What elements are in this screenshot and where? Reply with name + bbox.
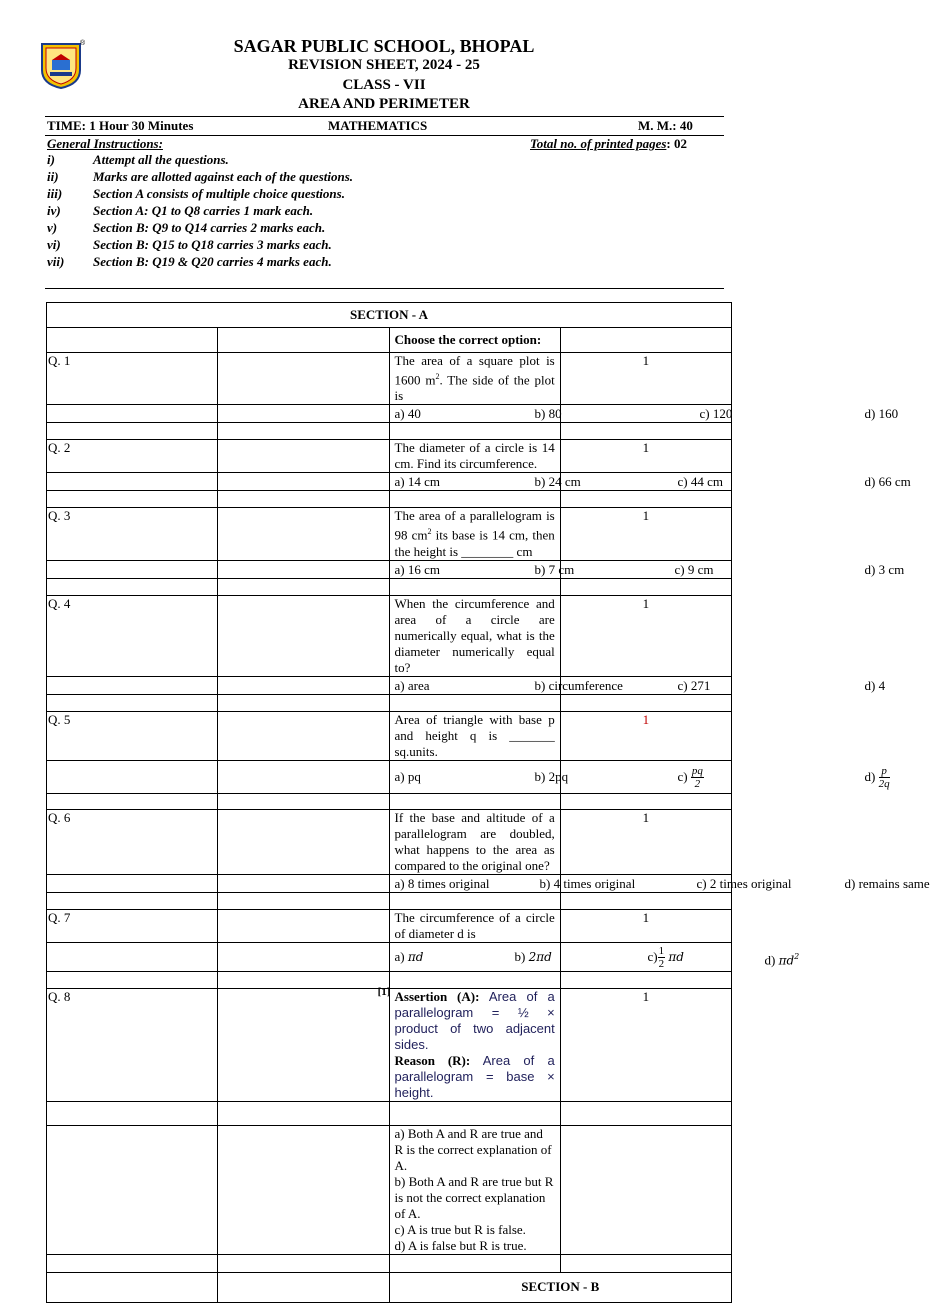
spacer-row [47, 892, 732, 909]
printed-pages [530, 136, 687, 152]
question-text: The circumference of a circle of diameter d is [394, 909, 555, 941]
option-a [395, 405, 421, 422]
option-c [648, 943, 684, 971]
fraction-numerator: pq [691, 765, 703, 778]
section-a-title: SECTION - A [47, 303, 732, 328]
question-number: Q. 8 [47, 988, 218, 1101]
school-name: SAGAR PUBLIC SCHOOL, BHOPAL [233, 36, 535, 56]
question-number: Q. 7 [47, 909, 218, 942]
question-marks: 1 [560, 353, 731, 405]
printed-pages-label: Total no. of printed pages [530, 136, 667, 151]
max-marks-label: M. M.: 40 [638, 118, 693, 133]
question-row [47, 440, 732, 473]
option-c: c) A is true but R is false. [394, 1221, 526, 1237]
option-b [515, 943, 552, 971]
option-b [535, 561, 575, 578]
options-row [47, 1125, 732, 1254]
math-expression: 2πd [528, 949, 552, 964]
sheet-title: REVISION SHEET, 2024 - 25 [288, 57, 480, 73]
option-label: a) pq [394, 768, 421, 784]
option-label: d) 4 [864, 677, 886, 693]
spacer-row [47, 423, 732, 440]
spacer-row [47, 1254, 732, 1272]
instruction-number: iv) [47, 203, 61, 218]
option-label: b) 7 cm [534, 561, 575, 577]
superscript: 2 [427, 527, 432, 537]
page-number: [1] [377, 986, 391, 998]
instructions-heading: General Instructions: [47, 136, 163, 151]
option-d: d) A is false but R is true. [394, 1237, 527, 1253]
question-table [46, 302, 930, 1303]
section-b-title: SECTION - B [389, 1272, 732, 1302]
section-a-subtitle: Choose the correct option: [389, 328, 560, 353]
instruction-number: vii) [47, 254, 65, 269]
option-label: c) [647, 948, 658, 964]
spacer-row [47, 578, 732, 595]
option-d [765, 943, 800, 974]
question-text: Area of triangle with base p and height q is _______ sq.units. [394, 711, 555, 759]
question-row [47, 988, 732, 1101]
option-d [865, 761, 890, 793]
option-b [535, 405, 562, 422]
question-text-cont: . The side of the plot is [394, 372, 555, 404]
time-label: TIME: 1 Hour 30 Minutes [47, 118, 194, 133]
topic-title: AREA AND PERIMETER [298, 96, 470, 112]
option-c [678, 761, 704, 793]
math-expression: πd [407, 949, 424, 964]
option-a [395, 943, 424, 971]
subject-label: MATHEMATICS [328, 118, 428, 133]
option-label: b) 80 [534, 406, 562, 422]
option-label: c) 120 [699, 406, 733, 422]
option-label: d) 3 cm [864, 561, 905, 577]
option-label: c) 44 cm [677, 474, 723, 490]
options-row [47, 760, 732, 793]
question-number: Q. 2 [47, 440, 218, 473]
question-row [47, 711, 732, 760]
option-label: b) 4 times original [539, 875, 636, 891]
question-number: Q. 5 [47, 711, 218, 760]
registered-mark: ® [80, 40, 86, 47]
option-d [865, 405, 899, 422]
option-label: d) 160 [864, 406, 899, 422]
instruction-number: v) [47, 220, 58, 235]
option-label: c) 271 [677, 677, 711, 693]
printed-pages-value: : 02 [666, 136, 687, 151]
option-label: b) [514, 948, 526, 964]
question-row [47, 508, 732, 560]
option-c [678, 473, 723, 490]
option-c [700, 405, 733, 422]
option-d [865, 473, 911, 490]
question-marks: 1 [560, 909, 731, 942]
instruction-text: Section A consists of multiple choice questions. [93, 186, 345, 201]
option-a [395, 875, 490, 892]
reason-label: Reason (R): [394, 1052, 471, 1068]
fraction-denominator: 2 [694, 778, 701, 791]
math-expression: πd [668, 949, 684, 964]
option-c [697, 875, 792, 892]
option-c [675, 561, 714, 578]
question-marks: 1 [560, 988, 731, 1101]
option-a: a) Both A and R are true and R is the correct explanation of A. [394, 1125, 552, 1173]
option-label: c) [677, 768, 688, 784]
question-number: Q. 4 [47, 595, 218, 676]
question-number: Q. 1 [47, 353, 218, 405]
options-row [47, 473, 732, 491]
spacer-row [47, 1101, 732, 1125]
question-text: If the base and altitude of a parallelogram are doubled, what happens to the area as compared to the original one? [394, 809, 555, 873]
option-c [678, 677, 711, 694]
option-label: d) [764, 951, 776, 967]
options-row [47, 676, 732, 694]
math-expression: πd [778, 952, 795, 967]
assertion-label: Assertion (A): [394, 988, 480, 1004]
question-marks: 1 [560, 508, 731, 560]
option-label: c) 2 times original [696, 875, 792, 891]
question-marks: 1 [560, 711, 731, 760]
option-label: a) area [394, 677, 430, 693]
option-label: b) circumference [534, 677, 623, 693]
question-text: When the circumference and area of a circle are numerically equal, what is the diameter numerically equal to? [394, 595, 555, 675]
instruction-number: i) [47, 152, 55, 167]
options-row [47, 874, 732, 892]
superscript: 2 [435, 372, 440, 381]
question-text-cont: its base is 14 cm, then the height is ________ cm [394, 527, 555, 559]
option-label: a) 40 [394, 406, 421, 422]
question-row [47, 353, 732, 405]
option-label: a) 16 cm [394, 561, 440, 577]
question-text: The diameter of a circle is 14 cm. Find its circumference. [394, 440, 555, 472]
option-b [540, 875, 636, 892]
question-text: The area of a square plot is 1600 m [394, 353, 555, 388]
options-row [47, 405, 732, 423]
option-a [395, 761, 421, 793]
instruction-text: Section B: Q15 to Q18 carries 3 marks each. [93, 237, 332, 252]
option-label: b) 24 cm [534, 474, 581, 490]
option-label: c) 9 cm [674, 561, 714, 577]
question-marks: 1 [560, 595, 731, 676]
options-row [47, 942, 732, 971]
option-label: a) 14 cm [394, 474, 440, 490]
fraction-denominator: 2q [878, 778, 890, 791]
fraction-denominator: 2 [658, 958, 665, 971]
option-b: b) Both A and R are true but R is not the correct explanation of A. [394, 1173, 554, 1221]
option-b [535, 473, 581, 490]
spacer-row [47, 793, 732, 809]
question-text: The area of a parallelogram is 98 cm [394, 508, 555, 543]
option-a [395, 677, 430, 694]
question-row [47, 909, 732, 942]
question-number: Q. 6 [47, 809, 218, 874]
question-number: Q. 3 [47, 508, 218, 560]
superscript: 2 [794, 951, 800, 961]
assertion-text: Area of a parallelogram = ½ × product of two adjacent sides. [394, 988, 555, 1052]
divider [45, 288, 724, 289]
option-d [865, 561, 905, 578]
instruction-text: Section B: Q9 to Q14 carries 2 marks each. [93, 220, 326, 235]
header-rule [45, 116, 724, 117]
option-label: d) 66 cm [864, 474, 911, 490]
option-label: b) 2pq [534, 768, 569, 784]
instruction-number: vi) [47, 237, 61, 252]
instruction-text: Marks are allotted against each of the questions. [93, 169, 354, 184]
option-b [535, 761, 569, 793]
instruction-number: ii) [47, 169, 59, 184]
question-marks: 1 [560, 809, 731, 874]
option-label: d) remains same [844, 875, 930, 891]
fraction-numerator: p [879, 765, 890, 778]
spacer-row [47, 491, 732, 508]
question-row [47, 809, 732, 874]
option-label: a) [394, 948, 405, 964]
instruction-text: Attempt all the questions. [93, 152, 229, 167]
option-a [395, 473, 440, 490]
spacer-row [47, 694, 732, 711]
instruction-number: iii) [47, 186, 63, 201]
option-a [395, 561, 440, 578]
fraction-numerator: 1 [658, 945, 665, 958]
option-d [845, 875, 930, 892]
question-marks: 1 [560, 440, 731, 473]
instruction-text: Section B: Q19 & Q20 carries 4 marks each. [93, 254, 332, 269]
question-row [47, 595, 732, 676]
options-row [47, 560, 732, 578]
option-label: a) 8 times original [394, 875, 490, 891]
option-label: d) [864, 768, 876, 784]
reason-text: Area of a parallelogram = base × height. [394, 1052, 555, 1100]
option-b [535, 677, 623, 694]
option-d [865, 677, 886, 694]
instruction-text: Section A: Q1 to Q8 carries 1 mark each. [93, 203, 314, 218]
class-title: CLASS - VII [342, 77, 426, 93]
